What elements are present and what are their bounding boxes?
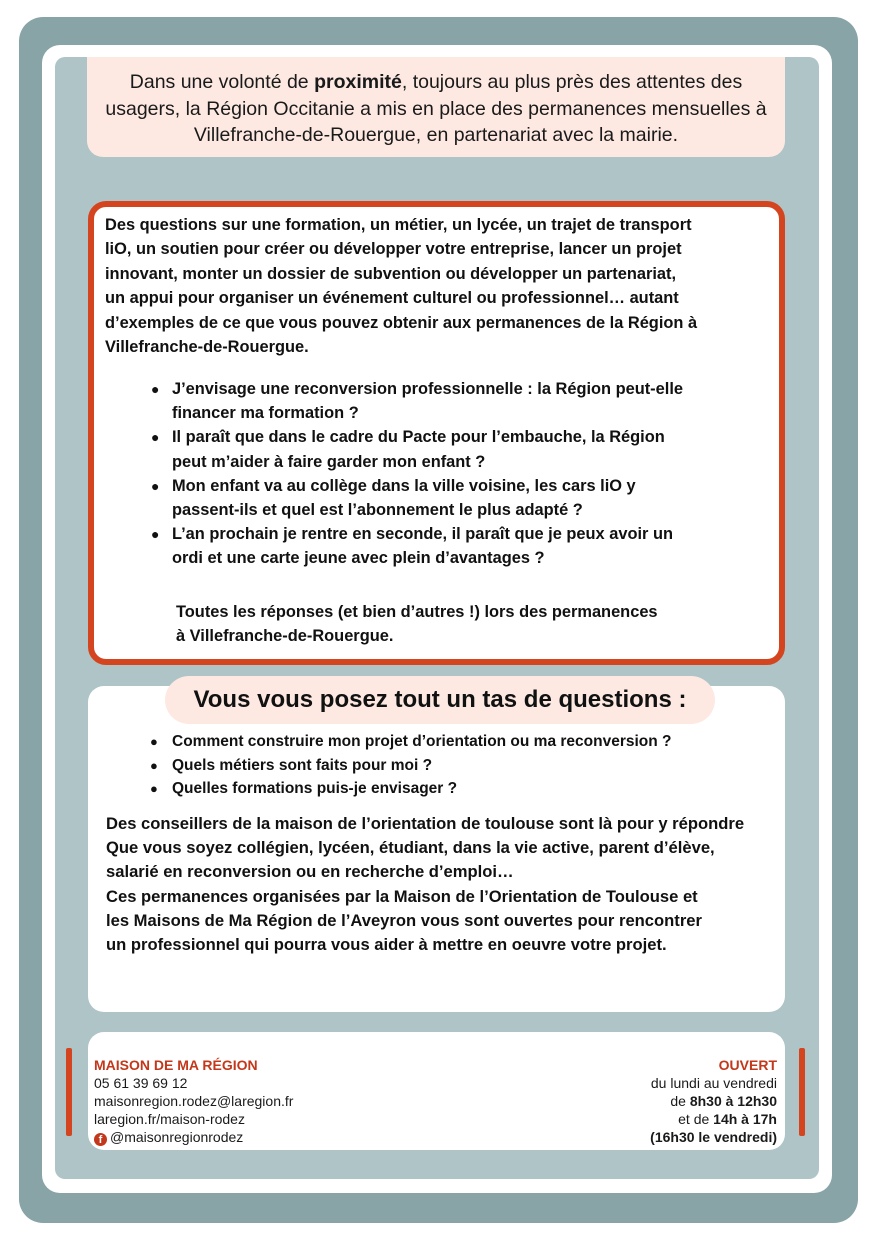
list-item — [148, 730, 768, 754]
footer-morning-hours: 8h30 à 12h30 — [689, 1093, 777, 1109]
answers-paragraph — [176, 600, 736, 648]
intro-text-end: , toujours au plus près des attentes des usagers, la Région Occitanie a mis en place des permanences mensuelles à Villefranche-de-Rouergue, en partenariat avec la mairie. — [105, 71, 767, 146]
footer-days: du lundi au vendredi — [650, 1075, 777, 1091]
answers-line: Toutes les réponses (et bien d’autres !) lors des permanences — [176, 603, 658, 621]
bullet-line: Il paraît que dans le cadre du Pacte pour l’embauche, la Région — [172, 428, 665, 447]
bullet-icon: ● — [150, 734, 158, 749]
questions-paragraph — [105, 213, 775, 359]
orientation-line: les Maisons de Ma Région de l’Aveyron vous sont ouvertes pour rencontrer — [106, 910, 702, 930]
bullet-line: L’an prochain je rentre en seconde, il paraît que je peux avoir un — [172, 525, 673, 544]
facebook-icon: f — [94, 1133, 107, 1146]
footer-afternoon — [650, 1110, 777, 1128]
bullet-line: J’envisage une reconversion professionnelle : la Région peut-elle — [172, 380, 683, 398]
footer-social-handle[interactable]: @maisonregionrodez — [110, 1129, 244, 1145]
footer-friday — [650, 1128, 777, 1146]
bullet-line: Comment construire mon projet d’orientation ou ma reconversion ? — [172, 733, 672, 750]
bullet-line: Quels métiers sont faits pour moi ? — [172, 756, 433, 774]
list-item — [147, 425, 773, 473]
footer-morning-prefix: de — [670, 1093, 690, 1109]
questions-line: innovant, monter un dossier de subvention ou développer un partenariat, — [105, 264, 677, 283]
orientation-heading: Vous vous posez tout un tas de questions : — [165, 676, 715, 724]
bullet-icon: ● — [150, 781, 158, 796]
intro-banner — [87, 57, 785, 157]
orientation-line: un professionnel qui pourra vous aider à mettre en oeuvre votre projet. — [106, 935, 667, 955]
footer-accent-bar-left — [66, 1048, 72, 1136]
intro-strong: proximité — [314, 71, 402, 93]
intro-text-start: Dans une volonté de — [129, 71, 315, 93]
bullet-line: financer ma formation ? — [172, 404, 359, 423]
questions-box — [88, 201, 785, 665]
orientation-line: Que vous soyez collégien, lycéen, étudiant, dans la vie active, parent d’élève, — [106, 838, 715, 858]
orientation-box — [88, 686, 785, 1012]
list-item — [148, 754, 768, 778]
bullet-icon: ● — [151, 477, 160, 494]
footer-phone[interactable]: 05 61 39 69 12 — [94, 1075, 188, 1091]
bullet-line: ordi et une carte jeune avec plein d’avantages ? — [172, 549, 545, 568]
bullet-line: Mon enfant va au collège dans la ville voisine, les cars liO y — [172, 476, 636, 495]
list-item — [147, 474, 773, 522]
footer-accent-bar-right — [799, 1048, 805, 1136]
bullet-icon: ● — [151, 381, 160, 397]
list-item — [147, 377, 773, 425]
footer-website[interactable]: laregion.fr/maison-rodez — [94, 1111, 245, 1127]
questions-line: un appui pour organiser un événement culturel ou professionnel… autant — [105, 289, 679, 308]
bullet-icon: ● — [151, 526, 160, 543]
footer-hours — [650, 1056, 777, 1146]
footer-afternoon-hours: 14h à 17h — [713, 1111, 777, 1127]
list-item — [148, 777, 768, 801]
questions-bullet-list — [147, 377, 773, 571]
orientation-bullet-list — [148, 730, 768, 801]
bullet-line: peut m’aider à faire garder mon enfant ? — [172, 452, 486, 471]
bullet-icon: ● — [150, 757, 158, 773]
footer-contact-card — [88, 1032, 785, 1150]
footer-email[interactable]: maisonregion.rodez@laregion.fr — [94, 1093, 294, 1109]
orientation-line: Des conseillers de la maison de l’orientation de toulouse sont là pour y répondre — [106, 814, 745, 833]
questions-line: d’exemples de ce que vous pouvez obtenir aux permanences de la Région à — [105, 313, 698, 332]
footer-contact — [94, 1056, 293, 1146]
orientation-paragraph — [106, 812, 806, 957]
footer-afternoon-prefix: et de — [678, 1111, 714, 1127]
answers-line: à Villefranche-de-Rouergue. — [176, 627, 394, 645]
questions-line: Villefranche-de-Rouergue. — [105, 338, 309, 357]
bullet-line: passent-ils et quel est l’abonnement le plus adapté ? — [172, 501, 583, 520]
orientation-line: salarié en reconversion ou en recherche d’emploi… — [106, 862, 514, 882]
footer-social[interactable] — [94, 1128, 293, 1146]
list-item — [147, 522, 773, 570]
footer-open-title: OUVERT — [718, 1057, 777, 1073]
bullet-line: Quelles formations puis-je envisager ? — [172, 780, 458, 797]
footer-friday-hours: (16h30 le vendredi) — [650, 1129, 777, 1145]
bullet-icon: ● — [151, 429, 160, 446]
questions-line: liO, un soutien pour créer ou développer votre entreprise, lancer un projet — [105, 240, 682, 259]
questions-line: Des questions sur une formation, un métier, un lycée, un trajet de transport — [105, 216, 692, 234]
footer-morning — [650, 1092, 777, 1110]
footer-title: MAISON DE MA RÉGION — [94, 1057, 258, 1073]
orientation-line: Ces permanences organisées par la Maison de l’Orientation de Toulouse et — [106, 886, 698, 906]
